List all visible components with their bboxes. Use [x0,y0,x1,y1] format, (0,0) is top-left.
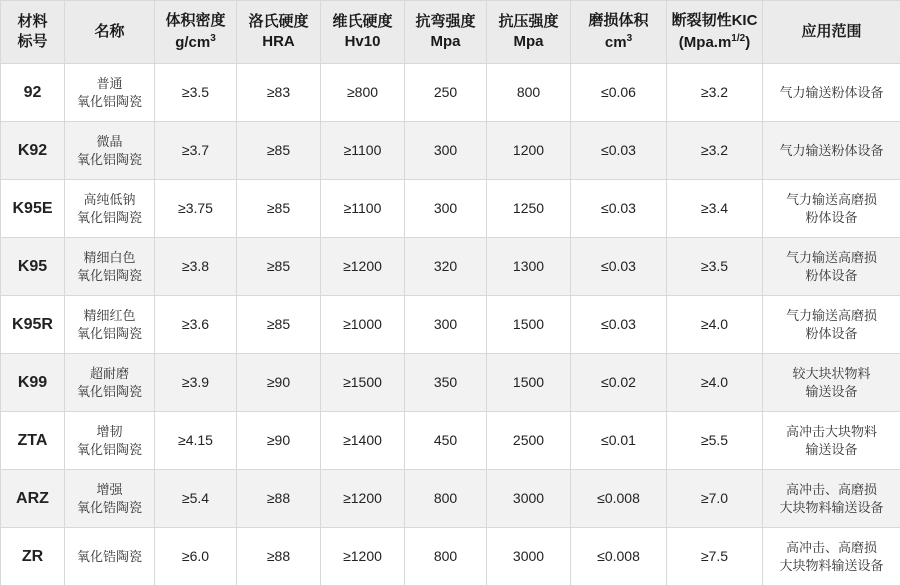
cell-vickers-hardness: ≥1500 [321,354,405,412]
cell-usage-line: 气力输送高磨损 [763,191,900,209]
cell-vickers-hardness: ≥1100 [321,180,405,238]
cell-flexural-strength: 300 [405,122,487,180]
table-row [1,64,900,122]
cell-material-code: K95R [1,296,65,354]
cell-usage-line: 气力输送粉体设备 [763,84,900,102]
cell-application-scope [763,180,900,238]
cell-wear-volume: ≤0.03 [571,180,667,238]
header-line2: Hv10 [321,32,404,52]
cell-rockwell-hardness: ≥85 [237,238,321,296]
cell-bulk-density: ≥3.7 [155,122,237,180]
cell-name-line: 增韧 [65,423,154,441]
cell-application-scope [763,412,900,470]
cell-rockwell-hardness: ≥83 [237,64,321,122]
cell-rockwell-hardness: ≥90 [237,412,321,470]
cell-name-line: 普通 [65,75,154,93]
cell-name-line: 微晶 [65,133,154,151]
cell-flexural-strength: 300 [405,296,487,354]
cell-fracture-toughness: ≥4.0 [667,354,763,412]
cell-usage-line: 高冲击、高磨损 [763,539,900,557]
cell-fracture-toughness: ≥3.2 [667,122,763,180]
cell-name-line: 氧化锆陶瓷 [65,499,154,517]
table-row [1,180,900,238]
header-line1: 磨损体积 [571,11,666,31]
cell-compressive-strength: 800 [487,64,571,122]
cell-usage-line: 粉体设备 [763,267,900,285]
table-header [1,1,900,64]
cell-bulk-density: ≥4.15 [155,412,237,470]
header-line2: Mpa [405,32,486,52]
table-row [1,122,900,180]
cell-usage-line: 粉体设备 [763,325,900,343]
cell-usage-line: 输送设备 [763,383,900,401]
header-row [1,1,900,64]
cell-name [65,180,155,238]
cell-fracture-toughness: ≥5.5 [667,412,763,470]
cell-wear-volume: ≤0.02 [571,354,667,412]
header-flexural-strength [405,1,487,64]
cell-application-scope [763,64,900,122]
header-line1: 应用范围 [763,22,900,42]
cell-name-line: 高纯低钠 [65,191,154,209]
cell-wear-volume: ≤0.008 [571,470,667,528]
cell-flexural-strength: 300 [405,180,487,238]
header-line1: 名称 [65,22,154,42]
cell-name [65,412,155,470]
header-line1: 断裂韧性KIC [667,11,762,31]
cell-application-scope [763,296,900,354]
header-material-code [1,1,65,64]
cell-bulk-density: ≥6.0 [155,528,237,586]
cell-name [65,354,155,412]
cell-fracture-toughness: ≥3.2 [667,64,763,122]
cell-rockwell-hardness: ≥85 [237,122,321,180]
table-row [1,354,900,412]
cell-material-code: K99 [1,354,65,412]
header-bulk-density [155,1,237,64]
cell-application-scope [763,354,900,412]
cell-fracture-toughness: ≥7.5 [667,528,763,586]
cell-name-line: 氧化锆陶瓷 [65,548,154,566]
cell-application-scope [763,238,900,296]
header-unit-suffix: ) [745,34,750,51]
header-line1: 抗压强度 [487,12,570,32]
table-row [1,470,900,528]
cell-material-code: K95 [1,238,65,296]
cell-name [65,470,155,528]
table-row [1,412,900,470]
header-fracture-toughness [667,1,763,64]
cell-application-scope [763,122,900,180]
cell-rockwell-hardness: ≥85 [237,180,321,238]
cell-bulk-density: ≥3.75 [155,180,237,238]
header-unit-exponent: 3 [627,33,633,44]
table-row [1,238,900,296]
cell-bulk-density: ≥5.4 [155,470,237,528]
cell-compressive-strength: 1500 [487,354,571,412]
header-line1: 抗弯强度 [405,12,486,32]
cell-flexural-strength: 250 [405,64,487,122]
cell-name-line: 氧化铝陶瓷 [65,267,154,285]
cell-vickers-hardness: ≥800 [321,64,405,122]
cell-wear-volume: ≤0.01 [571,412,667,470]
header-line1: 维氏硬度 [321,12,404,32]
header-line2: HRA [237,32,320,52]
cell-bulk-density: ≥3.9 [155,354,237,412]
header-application-scope [763,1,900,64]
cell-name-line: 增强 [65,481,154,499]
cell-fracture-toughness: ≥3.4 [667,180,763,238]
cell-name [65,64,155,122]
table-body [1,64,900,586]
header-unit-exponent: 1/2 [731,33,745,44]
cell-usage-line: 高冲击大块物料 [763,423,900,441]
cell-vickers-hardness: ≥1000 [321,296,405,354]
cell-compressive-strength: 1200 [487,122,571,180]
cell-compressive-strength: 3000 [487,470,571,528]
cell-name-line: 精细白色 [65,249,154,267]
cell-usage-line: 较大块状物料 [763,365,900,383]
cell-usage-line: 气力输送高磨损 [763,307,900,325]
cell-usage-line: 粉体设备 [763,209,900,227]
cell-usage-line: 大块物料输送设备 [763,557,900,575]
cell-compressive-strength: 2500 [487,412,571,470]
cell-material-code: K92 [1,122,65,180]
cell-flexural-strength: 320 [405,238,487,296]
cell-flexural-strength: 350 [405,354,487,412]
cell-application-scope [763,470,900,528]
cell-name-line: 超耐磨 [65,365,154,383]
cell-fracture-toughness: ≥7.0 [667,470,763,528]
cell-usage-line: 大块物料输送设备 [763,499,900,517]
cell-material-code: ZR [1,528,65,586]
cell-rockwell-hardness: ≥85 [237,296,321,354]
cell-fracture-toughness: ≥4.0 [667,296,763,354]
header-unit: g/cm [175,34,210,51]
header-line2: Mpa [487,32,570,52]
header-line2 [155,32,236,53]
cell-flexural-strength: 800 [405,470,487,528]
cell-bulk-density: ≥3.5 [155,64,237,122]
cell-usage-line: 高冲击、高磨损 [763,481,900,499]
cell-rockwell-hardness: ≥88 [237,528,321,586]
cell-rockwell-hardness: ≥88 [237,470,321,528]
header-vickers-hardness [321,1,405,64]
cell-wear-volume: ≤0.06 [571,64,667,122]
cell-name-line: 氧化铝陶瓷 [65,151,154,169]
cell-name-line: 氧化铝陶瓷 [65,325,154,343]
cell-usage-line: 输送设备 [763,441,900,459]
header-wear-volume [571,1,667,64]
cell-rockwell-hardness: ≥90 [237,354,321,412]
cell-usage-line: 气力输送高磨损 [763,249,900,267]
header-line1: 材料 [1,12,64,32]
header-unit: (Mpa.m [679,34,732,51]
header-name [65,1,155,64]
cell-wear-volume: ≤0.03 [571,122,667,180]
cell-compressive-strength: 1250 [487,180,571,238]
header-line1: 洛氏硬度 [237,12,320,32]
header-line2 [571,32,666,53]
header-line2 [667,32,762,53]
header-unit: cm [605,34,627,51]
cell-wear-volume: ≤0.03 [571,238,667,296]
cell-wear-volume: ≤0.008 [571,528,667,586]
cell-name [65,122,155,180]
cell-material-code: ARZ [1,470,65,528]
cell-material-code: ZTA [1,412,65,470]
cell-compressive-strength: 3000 [487,528,571,586]
table-row [1,296,900,354]
header-line2: 标号 [1,32,64,52]
cell-vickers-hardness: ≥1200 [321,528,405,586]
cell-name-line: 氧化铝陶瓷 [65,209,154,227]
header-compressive-strength [487,1,571,64]
cell-fracture-toughness: ≥3.5 [667,238,763,296]
header-unit-exponent: 3 [210,33,216,44]
cell-name-line: 氧化铝陶瓷 [65,383,154,401]
cell-vickers-hardness: ≥1200 [321,470,405,528]
cell-bulk-density: ≥3.6 [155,296,237,354]
cell-name-line: 氧化铝陶瓷 [65,93,154,111]
cell-name-line: 氧化铝陶瓷 [65,441,154,459]
cell-vickers-hardness: ≥1400 [321,412,405,470]
cell-flexural-strength: 800 [405,528,487,586]
cell-usage-line: 气力输送粉体设备 [763,142,900,160]
cell-compressive-strength: 1300 [487,238,571,296]
header-line1: 体积密度 [155,11,236,31]
cell-name [65,296,155,354]
cell-bulk-density: ≥3.8 [155,238,237,296]
cell-compressive-strength: 1500 [487,296,571,354]
cell-name-line: 精细红色 [65,307,154,325]
cell-wear-volume: ≤0.03 [571,296,667,354]
cell-vickers-hardness: ≥1100 [321,122,405,180]
cell-material-code: 92 [1,64,65,122]
cell-name [65,238,155,296]
header-rockwell-hardness [237,1,321,64]
cell-flexural-strength: 450 [405,412,487,470]
cell-vickers-hardness: ≥1200 [321,238,405,296]
cell-material-code: K95E [1,180,65,238]
